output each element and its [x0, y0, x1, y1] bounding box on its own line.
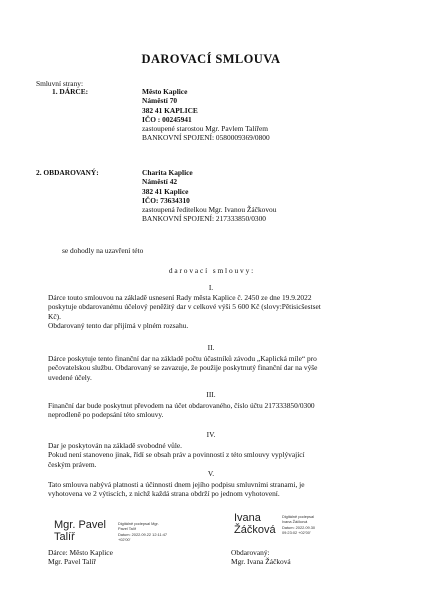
text-line: Pokud není stanoveno jinak, řídí se obsah práv a povinností z této smlouvy vyplývající	[48, 450, 305, 460]
section-number: IV.	[206, 430, 216, 439]
text-line: Tato smlouva nabývá platnosti a účinnosti dnem jejího podpisu smluvními stranami, je	[48, 480, 305, 489]
donor-details	[142, 87, 270, 143]
text-line: českým právem.	[48, 459, 97, 469]
recipient-street: Náměstí 42	[142, 177, 178, 187]
section-number: II.	[207, 343, 215, 352]
section-number: III.	[206, 390, 216, 399]
section-text	[48, 354, 378, 382]
recipient-signature-caption: Obdarovaný: Mgr. Ivana Žáčková	[231, 548, 291, 567]
donor-bank: BANKOVNÍ SPOJENÍ: 0580009369/0800	[142, 133, 270, 143]
recipient-city: 382 41 Kaplice	[142, 186, 189, 196]
recipient-ico: IČO: 73634310	[142, 195, 190, 205]
donor-signature: Mgr. Pavel Talíř	[54, 519, 106, 543]
donor-street: Náměstí 70	[142, 96, 178, 106]
section-text	[48, 480, 378, 499]
text-line: Dárce touto smlouvou na základě usnesení Rady města Kaplice č. 2450 ze dne 19.9.2022	[48, 293, 312, 302]
text-line: vyhotovena ve 2 výtiscích, z nichž každá strana obdrží po jednom vyhotovení.	[48, 489, 280, 499]
text-line: Finanční dar bude poskytnut převodem na účet obdarovaného, číslo účtu 217333850/0300	[48, 401, 315, 410]
recipient-details	[142, 168, 276, 224]
section-text	[48, 441, 378, 469]
text-line: Obdarovaný tento dar přijímá v plném rozsahu.	[48, 320, 189, 330]
donor-city: 382 41 KAPLICE	[142, 105, 198, 115]
text-line: poskytuje obdarovanému účelový peněžitý dar v celkové výši 5 600 Kč (slovy:Pětisicšestset	[48, 302, 321, 312]
section-number: V.	[207, 469, 215, 478]
recipient-name: Charita Kaplice	[142, 168, 193, 177]
section-text	[48, 401, 378, 420]
text-line: Dárce poskytuje tento finanční dar na základě počtu účastníků závodu „Kaplická míle“ pro	[48, 354, 317, 363]
recipient-representative: zastoupená ředitelkou Mgr. Ivanou Žáčkovou	[142, 205, 277, 214]
section-text	[48, 293, 378, 330]
donor-name: Město Kaplice	[142, 87, 188, 96]
donor-digital-signature-info: Digitálně podepsal Mgr. Pavel Talíř Datum: 2022.09.22 12:11:47 +02'00'	[118, 521, 168, 542]
donor-label: 1. DÁRCE:	[52, 87, 89, 96]
recipient-digital-signature-info: Digitálně podepsal Ivana Žáčková Datum: 2022.09.30 09:23:02 +02'00'	[282, 514, 316, 535]
text-line: pečovatelskou službu. Obdarovaný se zavazuje, že použije poskytnutý finanční dar na výše	[48, 363, 318, 373]
donor-representative: zastoupené starostou Mgr. Pavlem Talířem	[142, 124, 268, 133]
agreement-intro: se dohodly na uzavření této	[62, 246, 144, 255]
text-line: Dar je poskytován na základě svobodné vůle.	[48, 441, 183, 450]
donor-signature-caption: Dárce: Město Kaplice Mgr. Pavel Talíř	[48, 548, 113, 567]
donor-ico: IČO : 00245941	[142, 114, 192, 124]
text-line: Kč).	[48, 311, 61, 321]
recipient-bank: BANKOVNÍ SPOJENÍ: 217333850/0300	[142, 214, 267, 224]
text-line: uvedené účely.	[48, 372, 92, 382]
document-title: DAROVACÍ SMLOUVA	[141, 52, 281, 66]
recipient-label: 2. OBDAROVANÝ:	[36, 168, 99, 177]
contract-subtitle: d a r o v a c í s m l o u v y :	[168, 266, 254, 275]
text-line: neprodleně po podepsání této smlouvy.	[48, 410, 164, 420]
parties-label: Smluvní strany:	[36, 79, 84, 88]
recipient-signature: Ivana Žáčková	[234, 512, 276, 536]
section-number: I.	[208, 283, 214, 292]
